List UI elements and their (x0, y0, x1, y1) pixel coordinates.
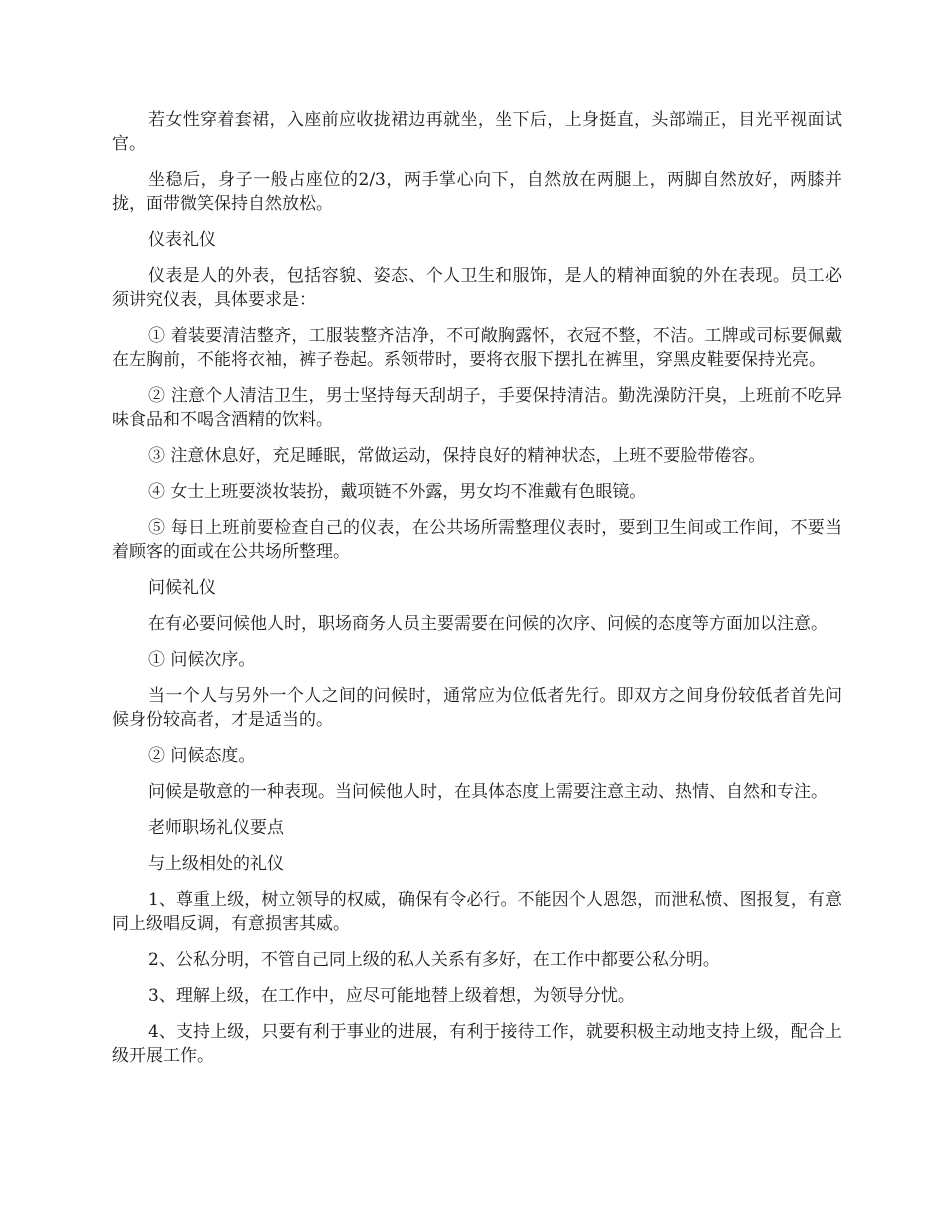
heading-teacher-etiquette: 老师职场礼仪要点 (148, 818, 284, 838)
paragraph-greeting-order: 当一个人与另外一个人之间的问候时，通常应为位低者先行。即双方之间身份较低者首先问候身份较高者，才是适当的。 (112, 686, 842, 730)
list-item-superior-4: 4、支持上级，只要有利于事业的进展，有利于接待工作，就要积极主动地支持上级，配合上级开展工作。 (112, 1022, 842, 1066)
paragraph-greeting-attitude: 问候是敬意的一种表现。当问候他人时，在具体态度上需要注意主动、热情、自然和专注。 (148, 782, 828, 802)
list-item-appearance-5: ⑤ 每日上班前要检查自己的仪表，在公共场所需整理仪表时，要到卫生间或工作间，不要当着顾客的面或在公共场所整理。 (112, 518, 842, 562)
heading-appearance-etiquette: 仪表礼仪 (148, 230, 216, 250)
list-item-superior-3: 3、理解上级，在工作中，应尽可能地替上级着想，为领导分忧。 (148, 986, 635, 1006)
heading-superior-etiquette: 与上级相处的礼仪 (148, 854, 284, 874)
list-item-greeting-order: ① 问候次序。 (148, 650, 256, 670)
document-body (112, 108, 842, 1080)
paragraph-appearance-intro: 仪表是人的外表，包括容貌、姿态、个人卫生和服饰，是人的精神面貌的外在表现。员工必须讲究仪表，具体要求是： (112, 266, 842, 310)
list-item-superior-1: 1、尊重上级，树立领导的权威，确保有令必行。不能因个人恩怨，而泄私愤、图报复，有意同上级唱反调，有意损害其威。 (112, 890, 842, 934)
list-item-superior-2: 2、公私分明，不管自己同上级的私人关系有多好，在工作中都要公私分明。 (148, 950, 720, 970)
list-item-appearance-1: ① 着装要清洁整齐，工服装整齐洁净，不可敞胸露怀，衣冠不整，不洁。工牌或司标要佩戴在左胸前，不能将衣袖，裤子卷起。系领带时，要将衣服下摆扎在裤里，穿黑皮鞋要保持光亮。 (112, 326, 842, 370)
paragraph-seating-posture: 坐稳后，身子一般占座位的2/3，两手掌心向下，自然放在两腿上，两脚自然放好，两膝并拢，面带微笑保持自然放松。 (112, 170, 842, 214)
list-item-greeting-attitude: ② 问候态度。 (148, 746, 256, 766)
list-item-appearance-2: ② 注意个人清洁卫生，男士坚持每天刮胡子，手要保持清洁。勤洗澡防汗臭，上班前不吃异味食品和不喝含酒精的饮料。 (112, 386, 842, 430)
list-item-appearance-4: ④ 女士上班要淡妆装扮，戴项链不外露，男女均不准戴有色眼镜。 (148, 482, 647, 502)
heading-greeting-etiquette: 问候礼仪 (148, 578, 216, 598)
list-item-appearance-3: ③ 注意休息好，充足睡眠，常做运动，保持良好的精神状态，上班不要脸带倦容。 (148, 446, 766, 466)
paragraph-greeting-intro: 在有必要问候他人时，职场商务人员主要需要在问候的次序、问候的态度等方面加以注意。 (148, 614, 828, 634)
paragraph-seating-skirt: 若女性穿着套裙，入座前应收拢裙边再就坐，坐下后，上身挺直，头部端正，目光平视面试官。 (112, 110, 842, 154)
